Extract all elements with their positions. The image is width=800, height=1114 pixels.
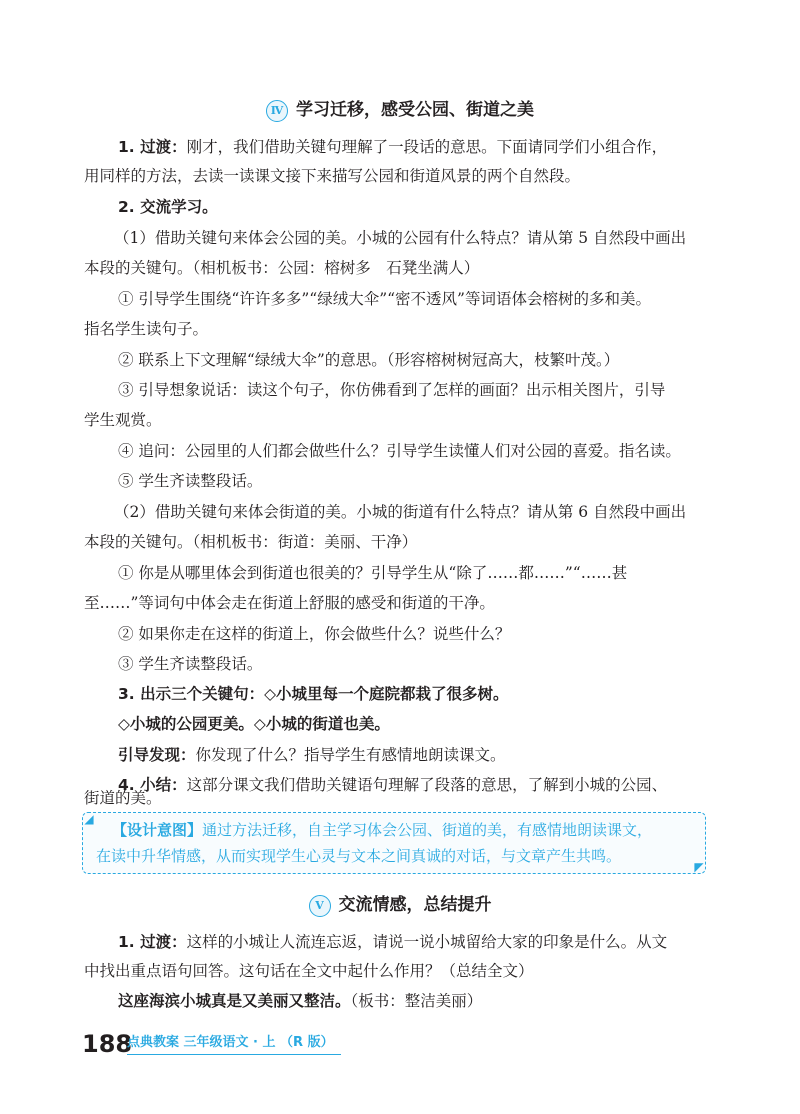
street-line2: 本段的关键句。（相机板书：街道：美丽、干净） [84, 533, 418, 551]
section-4-numeral-badge: Ⅳ [266, 100, 288, 122]
discovery-text: 你发现了什么？指导学生有感情地朗读课文。 [195, 746, 506, 764]
p4-text1: 这部分课文我们借助关键语句理解了段落的意思，了解到小城的公园、 [186, 776, 668, 794]
park-step3-line2: 学生观赏。 [84, 411, 162, 429]
p2-heading [118, 197, 720, 217]
design-text1: 通过方法迁移，自主学习体会公园、街道的美，有感情地朗读课文， [202, 821, 653, 839]
p4-label: 4. 小结： [118, 776, 187, 794]
park-step3-line1: ③ 引导想象说话：读这个句子，你仿佛看到了怎样的画面？出示相关图片，引导 [118, 381, 666, 399]
summary-board-note: （板书：整洁美丽） [350, 992, 483, 1010]
summary-quote: 这座海滨小城真是又美丽又整洁。 [118, 991, 351, 1010]
p5-line1 [118, 932, 720, 952]
street-step1-line1: ① 你是从哪里体会到街道也很美的？引导学生从“除了……都……”“……甚 [118, 564, 628, 582]
p3-label: 3. 出示三个关键句： [118, 685, 265, 703]
discovery-label: 引导发现： [118, 746, 196, 764]
p5-quote-line [118, 991, 720, 1011]
park-step1-line1: ① 引导学生围绕“许许多多”“绿绒大伞”“密不透风”等词语体会榕树的多和美。 [118, 290, 651, 308]
section-5-numeral-badge: Ⅴ [309, 895, 331, 917]
section-4-heading [0, 98, 800, 122]
park-step1-line2: 指名学生读句子。 [84, 320, 209, 338]
book-title: 点典教案 三年级语文 · 上 （R 版） [127, 1035, 334, 1050]
park-line2: 本段的关键句。（相机板书：公园：榕树多 石凳坐满人） [84, 259, 480, 277]
p1-text1: 刚才，我们借助关键句理解了一段话的意思。下面请同学们小组合作， [186, 138, 668, 156]
corner-ornament-top-left-icon: ◢ [84, 812, 94, 826]
street-step2: ② 如果你走在这样的街道上，你会做些什么？说些什么？ [118, 625, 511, 643]
park-step4: ④ 追问：公园里的人们都会做些什么？引导学生读懂人们对公园的喜爱。指名读。 [118, 442, 681, 460]
key-sentence-1: ◇小城里每一个庭院都栽了很多树。 [264, 684, 509, 703]
p5-text1: 这样的小城让人流连忘返，请说一说小城留给大家的印象是什么。从文 [186, 933, 668, 951]
p1-label: 1. 过渡： [118, 138, 187, 156]
street-step3: ③ 学生齐读整段话。 [118, 655, 263, 673]
park-line1: （1）借助关键句来体会公园的美。小城的公园有什么特点？请从第 5 自然段中画出 [114, 229, 687, 247]
street-step1-line2: 至……”等词句中体会走在街道上舒服的感受和街道的干净。 [84, 594, 495, 612]
design-line1 [112, 820, 706, 840]
p4-line2: 街道的美。 [84, 789, 162, 807]
page-number: 188 [82, 1030, 133, 1058]
p3-line2 [118, 714, 720, 734]
p1-line2: 用同样的方法，去读一读课文接下来描写公园和街道风景的两个自然段。 [84, 167, 581, 185]
p3-line1 [118, 684, 720, 704]
corner-ornament-bottom-right-icon: ◤ [694, 860, 704, 874]
section-4-title: 学习迁移，感受公园、街道之美 [296, 100, 534, 120]
park-step2: ② 联系上下文理解“绿绒大伞”的意思。（形容榕树树冠高大，枝繁叶茂。） [118, 351, 620, 369]
key-sentences-2-3: ◇小城的公园更美。◇小城的街道也美。 [118, 714, 390, 733]
p5-label: 1. 过渡： [118, 933, 187, 951]
design-line2: 在读中升华情感，从而实现学生心灵与文本之间真诚的对话，与文章产生共鸣。 [96, 847, 622, 865]
p2-label: 2. 交流学习。 [118, 198, 218, 216]
design-tag: 【设计意图】 [112, 821, 203, 839]
park-step5: ⑤ 学生齐读整段话。 [118, 472, 263, 490]
p5-line2: 中找出重点语句回答。这句话在全文中起什么作用？（总结全文） [84, 962, 534, 980]
discovery-line [118, 745, 720, 765]
section-5-heading [0, 893, 800, 917]
street-line1: （2）借助关键句来体会街道的美。小城的街道有什么特点？请从第 6 自然段中画出 [114, 503, 687, 521]
section-5-title: 交流情感，总结提升 [338, 895, 492, 915]
p1-line1 [118, 137, 720, 157]
footer-underline [127, 1054, 341, 1055]
